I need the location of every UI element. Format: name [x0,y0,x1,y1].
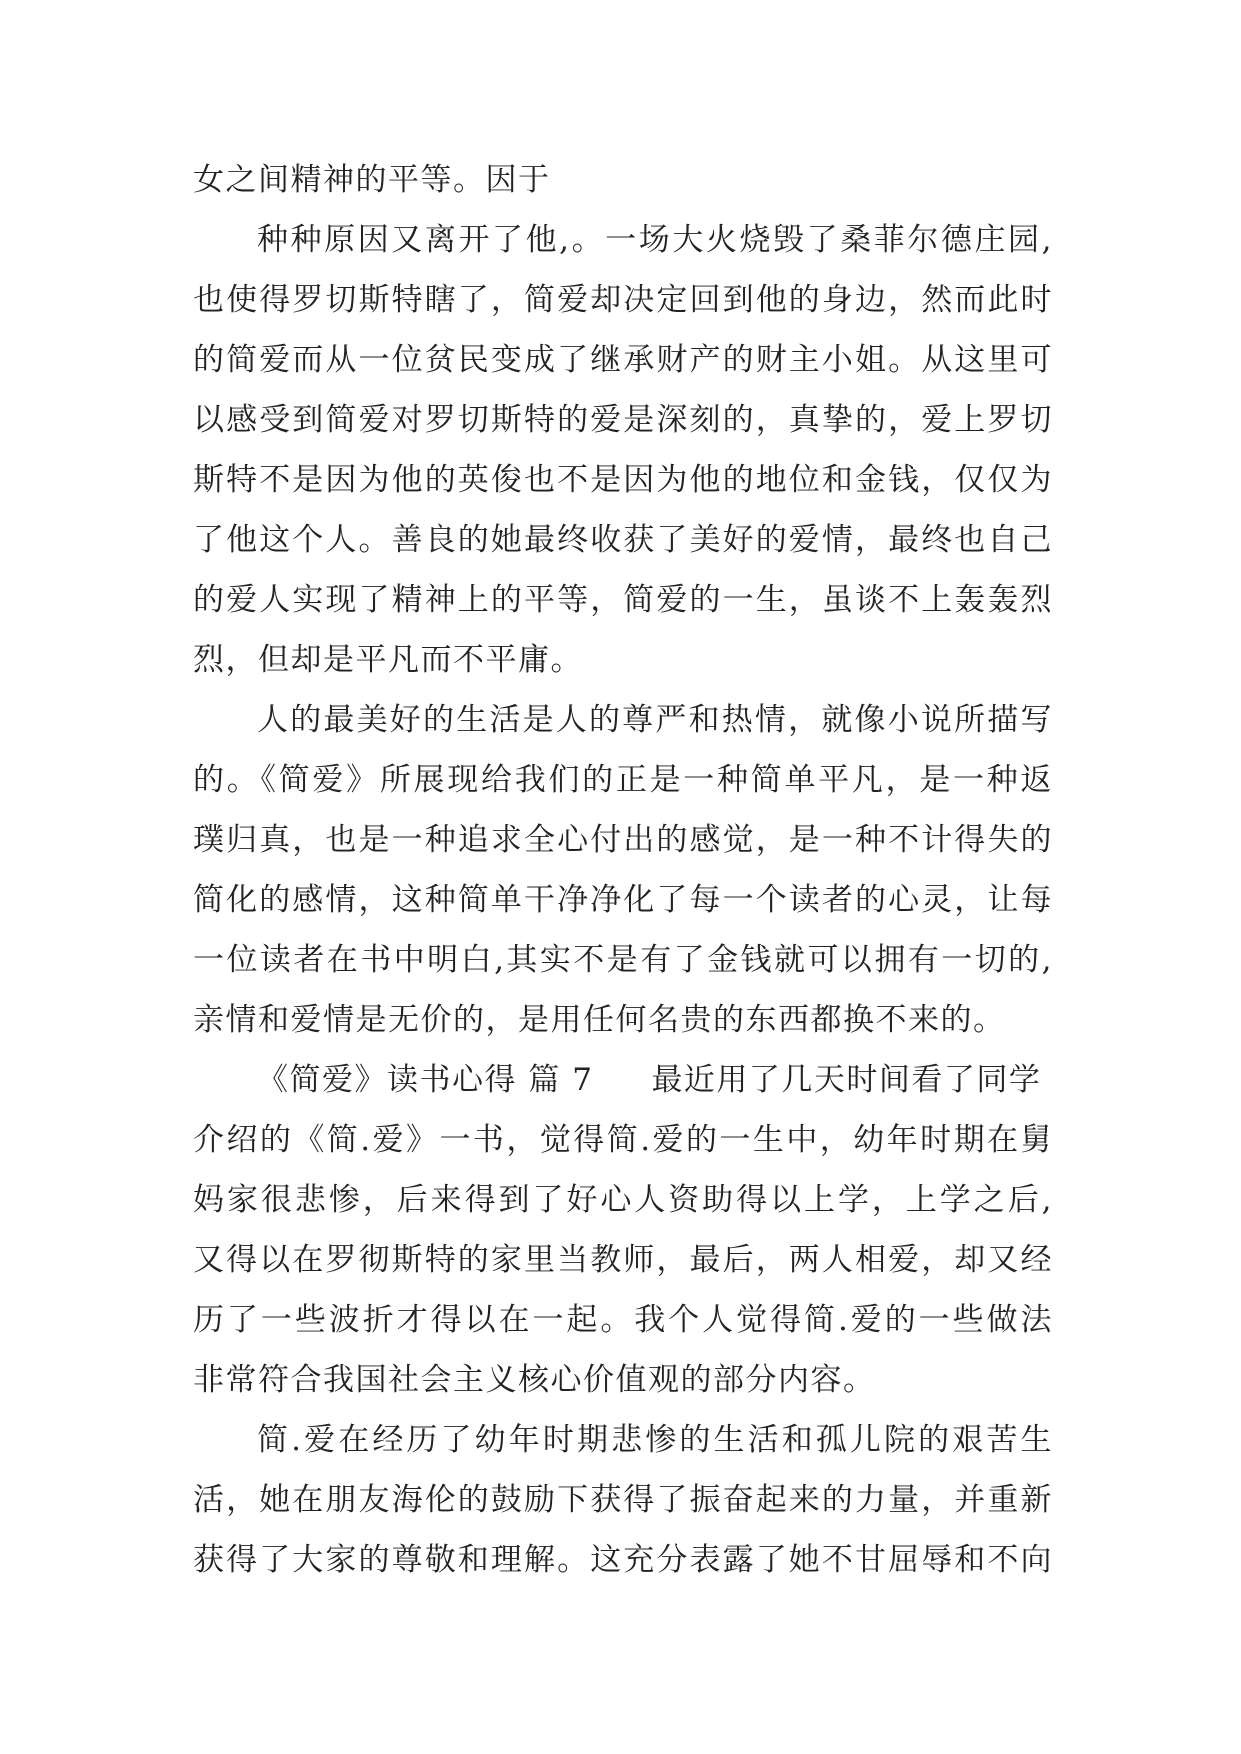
text-line: 获得了大家的尊敬和理解。这充分表露了她不甘屈辱和不向 [193,1542,1053,1578]
text-line: 非常符合我国社会主义核心价值观的部分内容。 [193,1362,876,1398]
text-line: 女之间精神的平等。因于 [193,162,551,198]
text-line: 人的最美好的生活是人的尊严和热情，就像小说所描写 [257,702,1053,738]
text-line: 烈，但却是平凡而不平庸。 [193,642,583,678]
text-line [193,1050,1053,1110]
text-line: 璞归真，也是一种追求全心付出的感觉，是一种不计得失的 [193,822,1053,858]
text-line: 介绍的《简.爱》一书，觉得简.爱的一生中，幼年时期在舅 [193,1122,1053,1158]
section-heading: 《简爱》读书心得 篇 7 [257,1062,594,1098]
body-text [193,150,1053,1590]
paragraph-text: 最近用了几天时间看了同学 [651,1062,1042,1098]
text-line: 简.爱在经历了幼年时期悲惨的生活和孤儿院的艰苦生 [257,1422,1053,1458]
text-line: 一位读者在书中明白,其实不是有了金钱就可以拥有一切的, [193,942,1053,978]
text-line: 妈家很悲惨，后来得到了好心人资助得以上学，上学之后, [193,1182,1053,1218]
text-line: 又得以在罗彻斯特的家里当教师，最后，两人相爱，却又经 [193,1242,1053,1278]
text-line: 了他这个人。善良的她最终收获了美好的爱情，最终也自己 [193,522,1053,558]
text-line: 斯特不是因为他的英俊也不是因为他的地位和金钱，仅仅为 [193,462,1053,498]
text-line: 的。《简爱》所展现给我们的正是一种简单平凡，是一种返 [193,762,1053,798]
text-line: 也使得罗切斯特瞎了，简爱却决定回到他的身边，然而此时 [193,282,1053,318]
text-line: 以感受到简爱对罗切斯特的爱是深刻的，真挚的，爱上罗切 [193,402,1053,438]
text-line: 的爱人实现了精神上的平等，简爱的一生，虽谈不上轰轰烈 [193,582,1053,618]
text-line: 的简爱而从一位贫民变成了继承财产的财主小姐。从这里可 [193,342,1053,378]
text-line: 简化的感情，这种简单干净净化了每一个读者的心灵，让每 [193,882,1053,918]
text-line: 历了一些波折才得以在一起。我个人觉得简.爱的一些做法 [193,1302,1053,1338]
text-line: 活，她在朋友海伦的鼓励下获得了振奋起来的力量，并重新 [193,1482,1053,1518]
text-line: 种种原因又离开了他,。一场大火烧毁了桑菲尔德庄园, [257,222,1053,258]
text-line: 亲情和爱情是无价的，是用任何名贵的东西都换不来的。 [193,1002,1006,1038]
